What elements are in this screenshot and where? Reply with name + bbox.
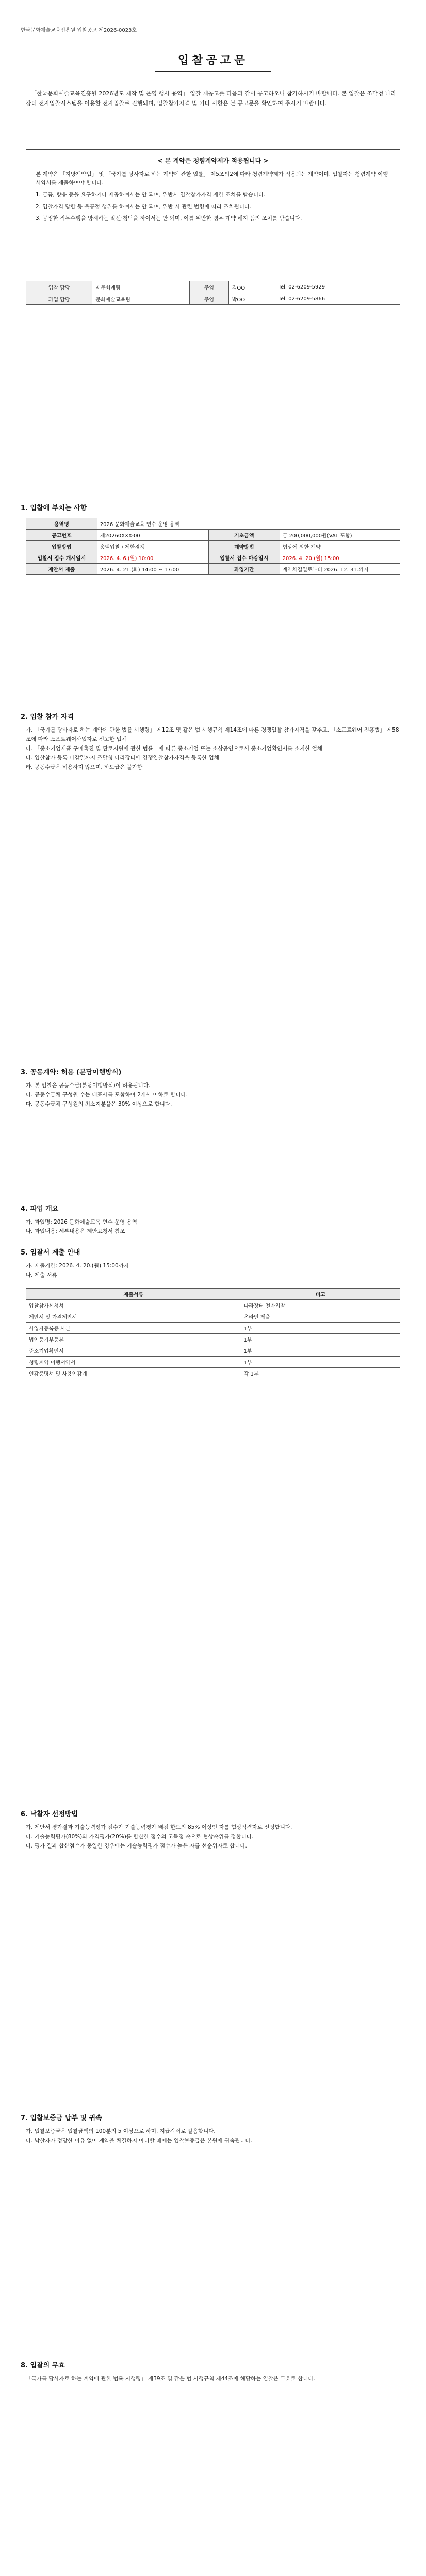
contact-team: 재무회계팀 [92, 281, 190, 293]
section-3-text: 가. 본 입찰은 공동수급(분담이행방식)이 허용됩니다. 나. 공동수급체 구성원 수는 대표사를 포함하여 2개사 이하로 합니다. 다. 공동수급체 구성원의 최소지분율은 30% 이상으로 합니다. [26, 1082, 188, 1107]
integrity-notice-box [26, 149, 400, 273]
row-value: 금 200,000,000원(VAT 포함) [280, 530, 400, 541]
section-1-title: 1. 입찰에 부치는 사항 [21, 504, 87, 512]
row-label: 계약방법 [208, 541, 280, 552]
row-label: 입찰서 접수 개시일시 [26, 552, 97, 564]
col-header: 제출서류 [26, 1289, 241, 1300]
cell: 1부 [241, 1323, 400, 1334]
section-2-text: 가. 「국가를 당사자로 하는 계약에 관한 법률 시행령」 제12조 및 같은 법 시행규칙 제14조에 따른 경쟁입찰 참가자격을 갖추고, 「소프트웨어 진흥법」 제58조에 따라 소프트웨어사업자로 신고한 업체 나. 「중소기업제품 구매촉진 및 판로지원에 관한 법률」에 따른 중소기업 또는 소상공인으로서 중소기업확인서를 소지한 업체 다. 입찰참가 등록 마감일까지 조달청 나라장터에 경쟁입찰참가자격을 등록한 업체 라. 공동수급은 허용하지 않으며, 하도급은 불가함 [26, 727, 399, 770]
table-row [26, 1300, 400, 1311]
row-value: 제20260XXX-00 [97, 530, 208, 541]
table-row [26, 1334, 400, 1345]
cell: 인감증명서 및 사용인감계 [26, 1368, 241, 1379]
cell: 입찰참가신청서 [26, 1300, 241, 1311]
notice-paragraph: 본 계약은 「지방계약법」 및 「국가를 당사자로 하는 계약에 관한 법률」 제5조의2에 따라 청렴계약제가 적용되는 계약이며, 입찰자는 청렴계약 이행서약서를 제출하여야 합니다. [36, 171, 388, 186]
contact-person: 김OO [228, 281, 275, 293]
contact-row [26, 281, 400, 293]
documents-table-block [26, 1288, 400, 1379]
table-row [26, 530, 400, 541]
table-row [26, 1323, 400, 1334]
section-2-title: 2. 입찰 참가 자격 [21, 713, 74, 721]
bid-info-table [26, 518, 400, 575]
contact-phone: Tel. 02-6209-5929 [275, 281, 400, 293]
section-5-title: 5. 입찰서 제출 안내 [21, 1249, 80, 1257]
documents-table [26, 1288, 400, 1379]
section-8-title: 8. 입찰의 무효 [21, 2362, 65, 2369]
contact-team: 문화예술교육팀 [92, 293, 190, 305]
contact-row [26, 293, 400, 305]
table-header [26, 1289, 400, 1300]
page-title: 입찰공고문 [177, 54, 249, 67]
cell: 법인등기부등본 [26, 1334, 241, 1345]
table-row [26, 541, 400, 552]
section-8-text: 「국가를 당사자로 하는 계약에 관한 법률 시행령」 제39조 및 같은 법 시행규칙 제44조에 해당하는 입찰은 무효로 합니다. [26, 2376, 315, 2382]
cell: 제안서 및 가격제안서 [26, 1311, 241, 1323]
section-7-text: 가. 입찰보증금은 입찰금액의 100분의 5 이상으로 하며, 지급각서로 갈음합니다. 나. 낙찰자가 정당한 이유 없이 계약을 체결하지 아니할 때에는 입찰보증금은 본원에 귀속됩니다. [26, 2128, 252, 2144]
notice-title: < 본 계약은 청렴계약제가 적용됩니다 > [157, 157, 269, 164]
contact-phone: Tel. 02-6209-5866 [275, 293, 400, 305]
doc-number: 한국문화예술교육진흥원 입찰공고 제2026-0023호 [21, 28, 137, 33]
cell: 사업자등록증 사본 [26, 1323, 241, 1334]
table-row [26, 1357, 400, 1368]
section-4-text: 가. 과업명: 2026 문화예술교육 연수 운영 용역 나. 과업내용: 세부내용은 제안요청서 참조 [26, 1219, 137, 1234]
row-label: 공고번호 [26, 530, 97, 541]
table-row [26, 564, 400, 575]
notice-item: 2. 입찰가격 담합 등 불공정 행위를 하여서는 안 되며, 위반 시 관련 법령에 따라 조치됩니다. [36, 204, 252, 210]
row-label: 용역명 [26, 518, 97, 530]
contact-role: 과업 담당 [26, 293, 92, 305]
table-row [26, 1345, 400, 1357]
table-row [26, 1368, 400, 1379]
cell: 중소기업확인서 [26, 1345, 241, 1357]
row-value: 2026. 4. 20.(월) 15:00 [280, 552, 400, 564]
intro-paragraph: 「한국문화예술교육진흥원 2026년도 제작 및 운영 행사 용역」 입찰 재공고를 다음과 같이 공고하오니 참가하시기 바랍니다. 본 입찰은 조달청 나라장터 전자입찰시스템을 이용한 전자입찰로 진행되며, 입찰참가자격 및 기타 사항은 본 공고문을 확인하여 주시기 바랍니다. [26, 90, 396, 107]
cell: 1부 [241, 1334, 400, 1345]
cell: 온라인 제출 [241, 1311, 400, 1323]
row-label: 제안서 제출 [26, 564, 97, 575]
contact-role: 입찰 담당 [26, 281, 92, 293]
row-value: 2026 문화예술교육 연수 운영 용역 [97, 518, 400, 530]
row-value: 2026. 4. 21.(화) 14:00 ~ 17:00 [97, 564, 208, 575]
title-underline [155, 71, 271, 72]
row-value: 총액입찰 / 제한경쟁 [97, 541, 208, 552]
section-6-title: 6. 낙찰자 선정방법 [21, 1810, 78, 1818]
cell: 청렴계약 이행서약서 [26, 1357, 241, 1368]
cell: 1부 [241, 1345, 400, 1357]
table-row [26, 552, 400, 564]
section-3-title: 3. 공동계약: 허용 (분담이행방식) [21, 1069, 122, 1076]
row-label: 입찰방법 [26, 541, 97, 552]
section-4-title: 4. 과업 개요 [21, 1205, 59, 1213]
row-value: 2026. 4. 6.(월) 10:00 [97, 552, 208, 564]
table-row [26, 1311, 400, 1323]
row-label: 입찰서 접수 마감일시 [208, 552, 280, 564]
row-label: 과업기간 [208, 564, 280, 575]
section-5-text: 가. 제출기한: 2026. 4. 20.(월) 15:00까지 나. 제출 서류 [26, 1263, 129, 1278]
notice-item: 1. 금품, 향응 등을 요구하거나 제공하여서는 안 되며, 위반시 입찰참가자격 제한 조치를 받습니다. [36, 192, 266, 198]
row-label: 기초금액 [208, 530, 280, 541]
contact-table [26, 281, 400, 305]
contact-rank: 주임 [190, 281, 229, 293]
cell: 각 1부 [241, 1368, 400, 1379]
contact-person: 박OO [228, 293, 275, 305]
cell: 나라장터 전자입찰 [241, 1300, 400, 1311]
table-row [26, 518, 400, 530]
row-value: 계약체결일로부터 2026. 12. 31.까지 [280, 564, 400, 575]
notice-item: 3. 공정한 직무수행을 방해하는 알선·청탁을 하여서는 안 되며, 이를 위반한 경우 계약 해지 등의 조치를 받습니다. [36, 215, 302, 222]
contact-rank: 주임 [190, 293, 229, 305]
col-header: 비고 [241, 1289, 400, 1300]
section-7-title: 7. 입찰보증금 납부 및 귀속 [21, 2114, 102, 2122]
bid-info-table-block [26, 518, 400, 575]
cell: 1부 [241, 1357, 400, 1368]
row-value: 협상에 의한 계약 [280, 541, 400, 552]
section-6-text: 가. 제안서 평가결과 기술능력평가 점수가 기술능력평가 배점 한도의 85% 이상인 자를 협상적격자로 선정합니다. 나. 기술능력평가(80%)와 가격평가(20%)를 합산한 점수의 고득점 순으로 협상순위를 정합니다. 다. 평가 결과 합산점수가 동일한 경우에는 기술능력평가 점수가 높은 자를 선순위자로 합니다. [26, 1824, 292, 1849]
